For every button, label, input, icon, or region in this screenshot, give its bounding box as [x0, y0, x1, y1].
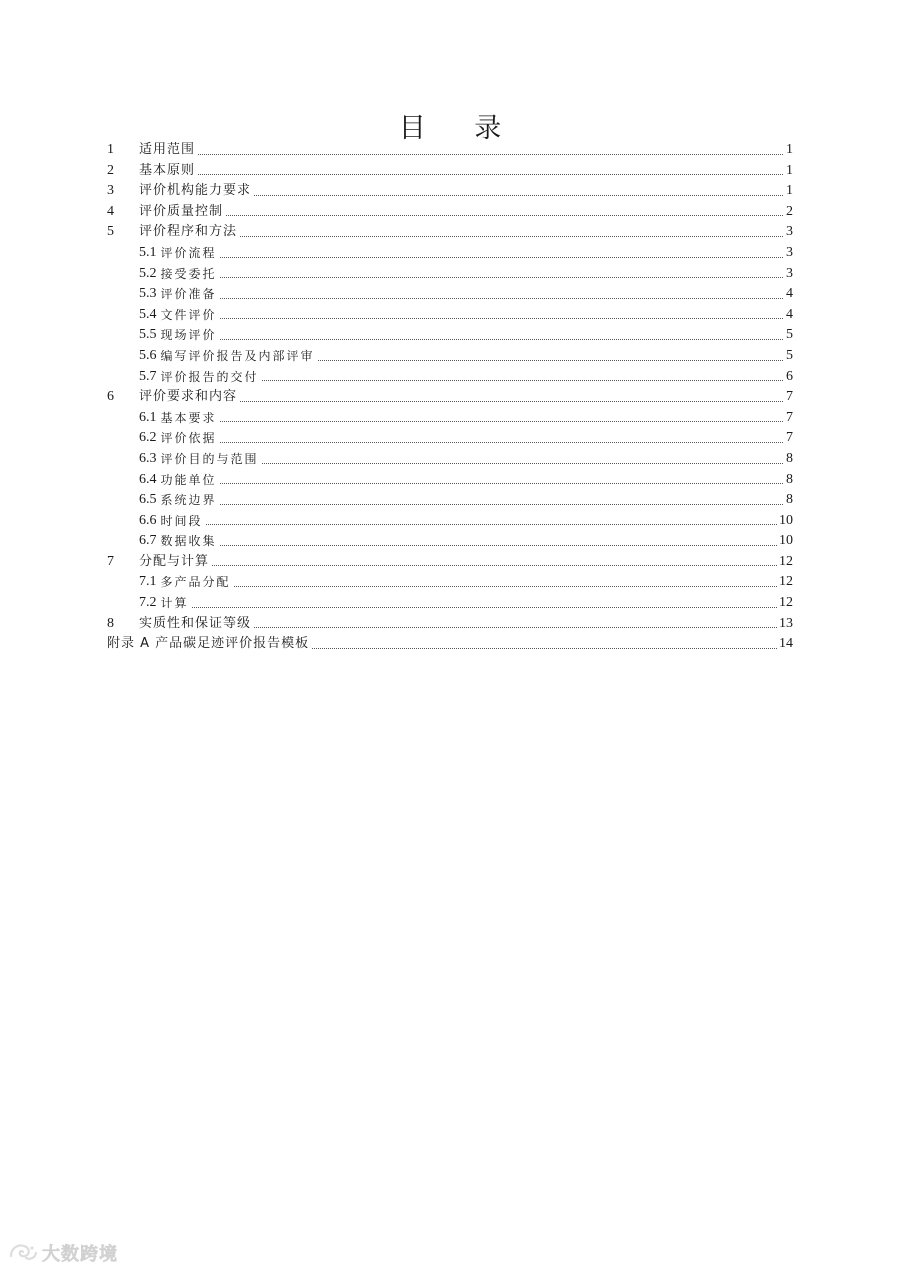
- toc-dot-leader: [198, 173, 783, 175]
- toc-entry[interactable]: [107, 614, 793, 635]
- toc-entry-page: 10: [779, 512, 793, 528]
- toc-entry[interactable]: [107, 490, 793, 511]
- toc-dot-leader: [220, 317, 783, 319]
- toc-entry-number: 3: [107, 183, 114, 199]
- toc-dot-leader: [192, 606, 777, 608]
- toc-entry[interactable]: [107, 284, 793, 305]
- toc-entry[interactable]: [107, 428, 793, 449]
- toc-dot-leader: [220, 297, 783, 299]
- toc-dot-leader: [318, 359, 783, 361]
- toc-entry-page: 8: [786, 471, 793, 487]
- toc-entry-number: 7.1: [139, 574, 157, 590]
- toc-entry-number: 7: [107, 553, 114, 569]
- toc-entry-number: 6.4: [139, 471, 157, 487]
- toc-entry[interactable]: [107, 305, 793, 326]
- toc-entry[interactable]: [107, 572, 793, 593]
- toc-dot-leader: [220, 441, 783, 443]
- toc-entry-title: 附录 A 产品碳足迹评价报告模板: [107, 636, 310, 652]
- toc-entry[interactable]: [107, 593, 793, 614]
- toc-entry-page: 4: [786, 286, 793, 302]
- toc-dot-leader: [262, 462, 783, 464]
- toc-dot-leader: [312, 647, 777, 649]
- toc-entry[interactable]: [107, 181, 793, 202]
- toc-entry-number: 5.2: [139, 265, 157, 281]
- toc-entry-title: 评价程序和方法: [139, 224, 238, 240]
- toc-entry-title: 基本要求: [160, 410, 217, 425]
- toc-dot-leader: [220, 482, 783, 484]
- toc-entry-number: 5.6: [139, 347, 157, 363]
- toc-dot-leader: [262, 379, 783, 381]
- toc-entry-title: 评价机构能力要求: [139, 183, 252, 199]
- toc-entry-page: 8: [786, 450, 793, 466]
- table-of-contents: [107, 140, 793, 655]
- toc-entry-page: 5: [786, 347, 793, 363]
- toc-dot-leader: [254, 194, 783, 196]
- toc-entry-number: 6.5: [139, 492, 157, 508]
- toc-entry[interactable]: [107, 552, 793, 573]
- toc-entry-title: 文件评价: [160, 307, 217, 322]
- toc-entry-number: 5.1: [139, 244, 157, 260]
- toc-entry-number: 5.7: [139, 368, 157, 384]
- toc-entry[interactable]: [107, 449, 793, 470]
- toc-entry-title: 数据收集: [160, 534, 217, 549]
- toc-entry-page: 1: [786, 183, 793, 199]
- toc-dot-leader: [220, 338, 783, 340]
- toc-entry[interactable]: [107, 161, 793, 182]
- toc-entry[interactable]: [107, 346, 793, 367]
- toc-entry-page: 5: [786, 327, 793, 343]
- toc-entry-title: 分配与计算: [139, 553, 210, 569]
- toc-entry-title: 适用范围: [139, 142, 196, 157]
- toc-entry-title: 计算: [160, 596, 189, 611]
- toc-entry-title: 多产品分配: [160, 575, 231, 590]
- toc-entry-page: 13: [779, 615, 793, 631]
- toc-entry[interactable]: [107, 408, 793, 429]
- toc-entry-title: 评价依据: [160, 431, 217, 446]
- toc-entry-number: 6.1: [139, 409, 157, 425]
- toc-entry[interactable]: [107, 243, 793, 264]
- toc-dot-leader: [206, 523, 777, 525]
- toc-entry-page: 3: [786, 265, 793, 281]
- toc-entry-number: 5.4: [139, 306, 157, 322]
- toc-entry-page: 6: [786, 368, 793, 384]
- toc-entry[interactable]: [107, 511, 793, 532]
- toc-entry[interactable]: [107, 264, 793, 285]
- toc-entry-number: 6.7: [139, 533, 157, 549]
- toc-entry[interactable]: [107, 140, 793, 161]
- toc-entry[interactable]: [107, 470, 793, 491]
- toc-entry-number: 6.3: [139, 450, 157, 466]
- toc-entry[interactable]: [107, 325, 793, 346]
- toc-entry-title: 评价要求和内容: [139, 389, 238, 405]
- toc-entry[interactable]: [107, 531, 793, 552]
- toc-entry-title: 评价目的与范围: [160, 451, 259, 466]
- toc-entry-page: 2: [786, 203, 793, 219]
- toc-entry-number: 2: [107, 162, 114, 178]
- dragon-logo-icon: [8, 1242, 38, 1264]
- toc-entry-title: 评价流程: [160, 245, 217, 260]
- toc-entry-number: 8: [107, 615, 114, 631]
- toc-dot-leader: [240, 235, 783, 237]
- toc-entry-number: 1: [107, 142, 114, 157]
- toc-dot-leader: [220, 503, 783, 505]
- toc-dot-leader: [212, 564, 777, 566]
- page-title: 目 录: [398, 113, 522, 144]
- toc-entry-title: 时间段: [160, 513, 203, 528]
- toc-entry[interactable]: [107, 222, 793, 243]
- toc-dot-leader: [220, 544, 777, 546]
- toc-entry-number: 4: [107, 203, 114, 219]
- toc-dot-leader: [254, 626, 777, 628]
- toc-entry-number: 5.3: [139, 286, 157, 302]
- toc-entry-page: 3: [786, 224, 793, 240]
- toc-entry-page: 3: [786, 244, 793, 260]
- toc-entry[interactable]: [107, 202, 793, 223]
- toc-entry-page: 8: [786, 492, 793, 508]
- toc-entry[interactable]: [107, 367, 793, 388]
- toc-entry-page: 10: [779, 533, 793, 549]
- toc-dot-leader: [226, 214, 783, 216]
- toc-entry-number: 6.6: [139, 512, 157, 528]
- toc-entry-page: 12: [779, 553, 793, 569]
- toc-entry-number: 5: [107, 224, 114, 240]
- toc-entry-title: 基本原则: [139, 162, 196, 178]
- toc-entry-title: 实质性和保证等级: [139, 615, 252, 631]
- toc-dot-leader: [220, 256, 783, 258]
- toc-entry-page: 14: [779, 636, 793, 652]
- toc-dot-leader: [198, 153, 783, 155]
- toc-entry-title: 接受委托: [160, 266, 217, 281]
- toc-entry-title: 评价质量控制: [139, 203, 224, 219]
- toc-entry-number: 5.5: [139, 327, 157, 343]
- watermark: [8, 1240, 118, 1266]
- toc-dot-leader: [234, 585, 777, 587]
- toc-dot-leader: [220, 276, 783, 278]
- toc-entry-title: 编写评价报告及内部评审: [160, 348, 315, 363]
- toc-entry-page: 7: [786, 409, 793, 425]
- toc-entry-page: 1: [786, 142, 793, 157]
- toc-entry-number: 6.2: [139, 430, 157, 446]
- toc-entry-title: 功能单位: [160, 472, 217, 487]
- toc-entry[interactable]: [107, 387, 793, 408]
- toc-entry-title: 评价准备: [160, 287, 217, 302]
- toc-dot-leader: [240, 400, 783, 402]
- toc-entry-page: 7: [786, 430, 793, 446]
- toc-entry[interactable]: [107, 634, 793, 655]
- toc-entry-page: 4: [786, 306, 793, 322]
- toc-entry-number: 6: [107, 389, 114, 405]
- toc-entry-page: 12: [779, 574, 793, 590]
- toc-entry-page: 7: [786, 389, 793, 405]
- toc-entry-title: 现场评价: [160, 328, 217, 343]
- toc-entry-title: 评价报告的交付: [160, 369, 259, 384]
- toc-dot-leader: [220, 420, 783, 422]
- toc-entry-title: 系统边界: [160, 493, 217, 508]
- watermark-text: 大数跨境: [42, 1244, 118, 1265]
- toc-entry-page: 12: [779, 595, 793, 611]
- toc-entry-number: 7.2: [139, 595, 157, 611]
- toc-entry-page: 1: [786, 162, 793, 178]
